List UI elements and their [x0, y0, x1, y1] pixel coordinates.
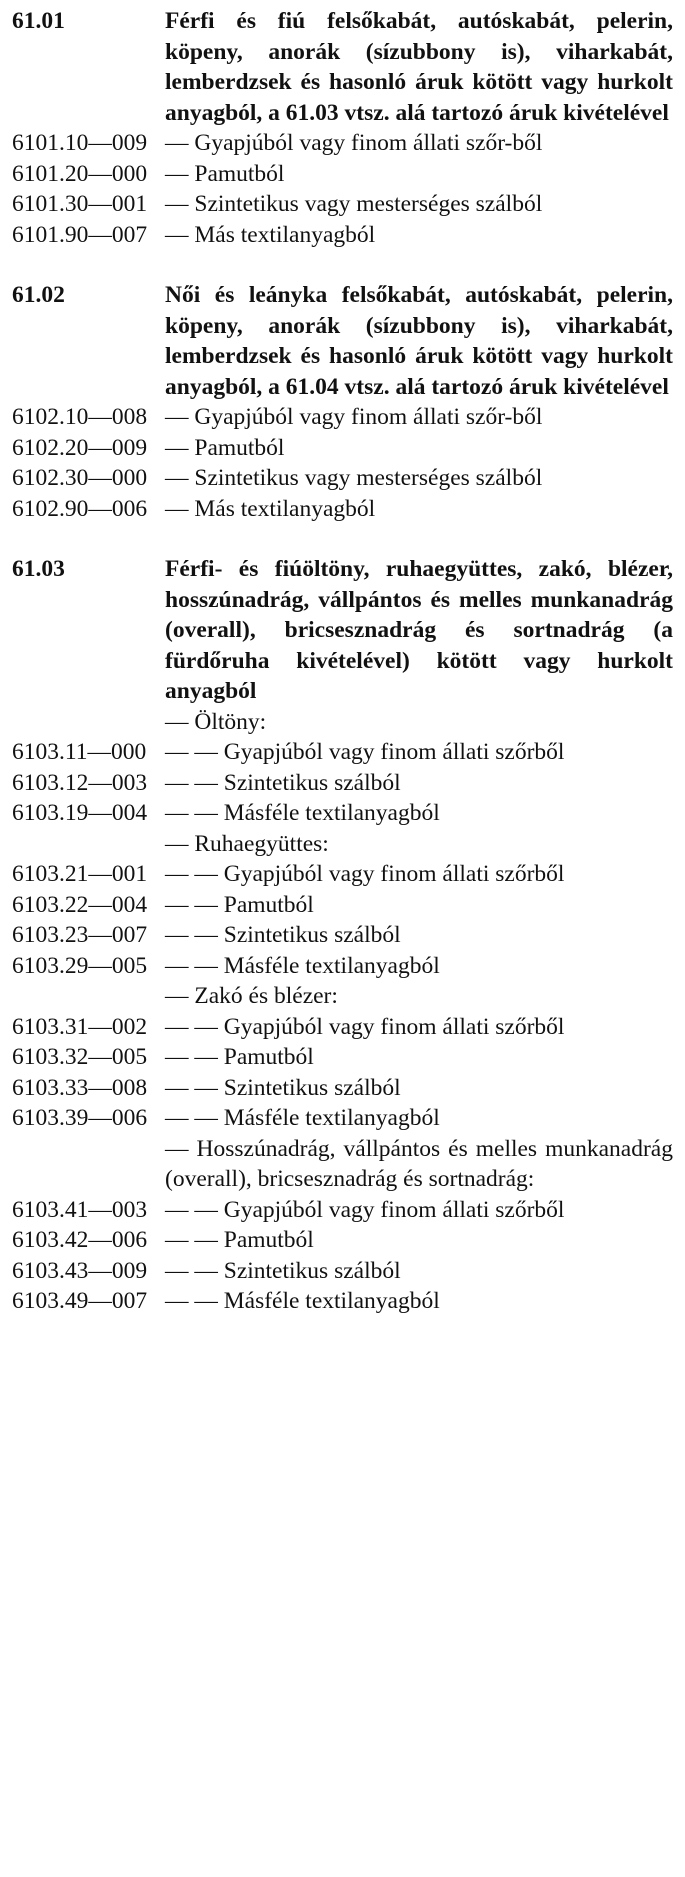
item-description: — Más textilanyagból — [165, 221, 376, 248]
item-description: — Más textilanyagból — [165, 495, 376, 522]
item-description: — Pamutból — [165, 434, 285, 461]
tariff-item-row — [12, 829, 673, 860]
item-code: 6101.90—007 — [12, 221, 148, 248]
item-code: 6103.43—009 — [12, 1257, 148, 1284]
tariff-item-row — [12, 159, 673, 190]
item-description: — Öltöny: — [165, 708, 267, 735]
heading-description: Férfi- és fiúöltöny, ruhaegyüttes, zakó, blézer, hosszúnadrág, vállpántos és melles munkanadrág (overall), bricsesznadrág és sortnadrág (a fürdőruha kivételével) kötött vagy hurkolt anyagból — [165, 556, 673, 704]
tariff-item-row — [12, 859, 673, 890]
tariff-item-row — [12, 1134, 673, 1195]
item-description: — — Szintetikus szálból — [165, 1074, 401, 1101]
item-code: 6103.42—006 — [12, 1227, 148, 1253]
item-code: 6103.19—004 — [12, 800, 148, 826]
tariff-item-row — [12, 220, 673, 251]
tariff-item-row — [12, 920, 673, 951]
heading-description: Női és leányka felsőkabát, autóskabát, pelerin, köpeny, anorák (sízubbony is), viharkabát, lemberdzsek és hasonló áruk kötött vagy hurkolt anyagból, a 61.04 vtsz. alá tartozó áruk kivételével — [165, 282, 673, 400]
tariff-item-row — [12, 951, 673, 982]
tariff-item-row — [12, 463, 673, 494]
item-description: — — Gyapjúból vagy finom állati szőrből — [165, 1196, 565, 1223]
heading-row — [12, 280, 673, 402]
heading-row — [12, 554, 673, 707]
tariff-section — [12, 280, 673, 524]
item-description: — — Gyapjúból vagy finom állati szőrből — [165, 861, 565, 887]
item-description: — Szintetikus vagy mesterséges szálból — [165, 465, 543, 491]
item-description: — Zakó és blézer: — [165, 983, 338, 1009]
item-description: — Hosszúnadrág, vállpántos és melles munkanadrág (overall), bricsesznadrág és sortnadrág: — [165, 1135, 673, 1192]
item-code: 6102.90—006 — [12, 495, 148, 522]
heading-code: 61.02 — [12, 282, 65, 308]
item-code: 6103.41—003 — [12, 1196, 148, 1223]
item-description: — — Pamutból — [165, 1227, 314, 1253]
item-code: 6103.31—002 — [12, 1013, 148, 1040]
tariff-item-row — [12, 433, 673, 464]
item-description: — — Másféle textilanyagból — [165, 1288, 440, 1314]
heading-code: 61.03 — [12, 556, 65, 582]
tariff-item-row — [12, 402, 673, 433]
tariff-item-row — [12, 494, 673, 525]
item-code: 6103.12—003 — [12, 769, 148, 796]
item-description: — — Szintetikus szálból — [165, 1257, 401, 1284]
tariff-section — [12, 6, 673, 250]
item-code: 6101.20—000 — [12, 160, 148, 187]
item-description: — Gyapjúból vagy finom állati szőr-ből — [165, 404, 543, 430]
tariff-item-row — [12, 798, 673, 829]
item-description: — — Gyapjúból vagy finom állati szőrből — [165, 1013, 565, 1040]
item-description: — — Másféle textilanyagból — [165, 952, 440, 979]
item-description: — — Gyapjúból vagy finom állati szőrből — [165, 739, 565, 765]
item-description: — Pamutból — [165, 160, 285, 187]
item-code: 6103.39—006 — [12, 1105, 148, 1131]
item-code: 6103.11—000 — [12, 739, 147, 765]
item-code: 6101.30—001 — [12, 191, 148, 217]
item-description: — — Másféle textilanyagból — [165, 800, 440, 826]
item-code: 6102.10—008 — [12, 404, 148, 430]
item-description: — — Szintetikus szálból — [165, 769, 401, 796]
tariff-item-row — [12, 890, 673, 921]
item-description: — — Pamutból — [165, 1044, 314, 1070]
tariff-item-row — [12, 1256, 673, 1287]
item-code: 6103.33—008 — [12, 1074, 148, 1101]
heading-description: Férfi és fiú felsőkabát, autóskabát, pelerin, köpeny, anorák (sízubbony is), viharkabát, lemberdzsek és hasonló áruk kötött vagy hurkolt anyagból, a 61.03 vtsz. alá tartozó áruk kivételével — [165, 8, 673, 126]
tariff-item-row — [12, 768, 673, 799]
item-code: 6102.20—009 — [12, 434, 148, 461]
heading-row — [12, 6, 673, 128]
item-code: 6103.23—007 — [12, 922, 148, 948]
item-description: — — Pamutból — [165, 891, 314, 918]
tariff-item-row — [12, 981, 673, 1012]
tariff-item-row — [12, 128, 673, 159]
item-description: — Szintetikus vagy mesterséges szálból — [165, 191, 543, 217]
tariff-item-row — [12, 1012, 673, 1043]
item-code: 6103.29—005 — [12, 952, 148, 979]
item-code: 6103.22—004 — [12, 891, 148, 918]
item-code: 6103.32—005 — [12, 1044, 148, 1070]
tariff-item-row — [12, 189, 673, 220]
item-description: — Gyapjúból vagy finom állati szőr-ből — [165, 130, 543, 156]
item-code: 6102.30—000 — [12, 465, 148, 491]
item-description: — — Másféle textilanyagból — [165, 1105, 440, 1131]
item-code: 6101.10—009 — [12, 130, 148, 156]
tariff-section — [12, 554, 673, 1317]
tariff-item-row — [12, 1103, 673, 1134]
item-description: — Ruhaegyüttes: — [165, 830, 329, 857]
tariff-item-row — [12, 1073, 673, 1104]
tariff-item-row — [12, 1042, 673, 1073]
heading-code: 61.01 — [12, 8, 65, 34]
item-description: — — Szintetikus szálból — [165, 922, 401, 948]
tariff-item-row — [12, 1225, 673, 1256]
item-code: 6103.49—007 — [12, 1288, 148, 1314]
item-code: 6103.21—001 — [12, 861, 148, 887]
tariff-item-row — [12, 1195, 673, 1226]
tariff-item-row — [12, 707, 673, 738]
tariff-item-row — [12, 1286, 673, 1317]
tariff-item-row — [12, 737, 673, 768]
